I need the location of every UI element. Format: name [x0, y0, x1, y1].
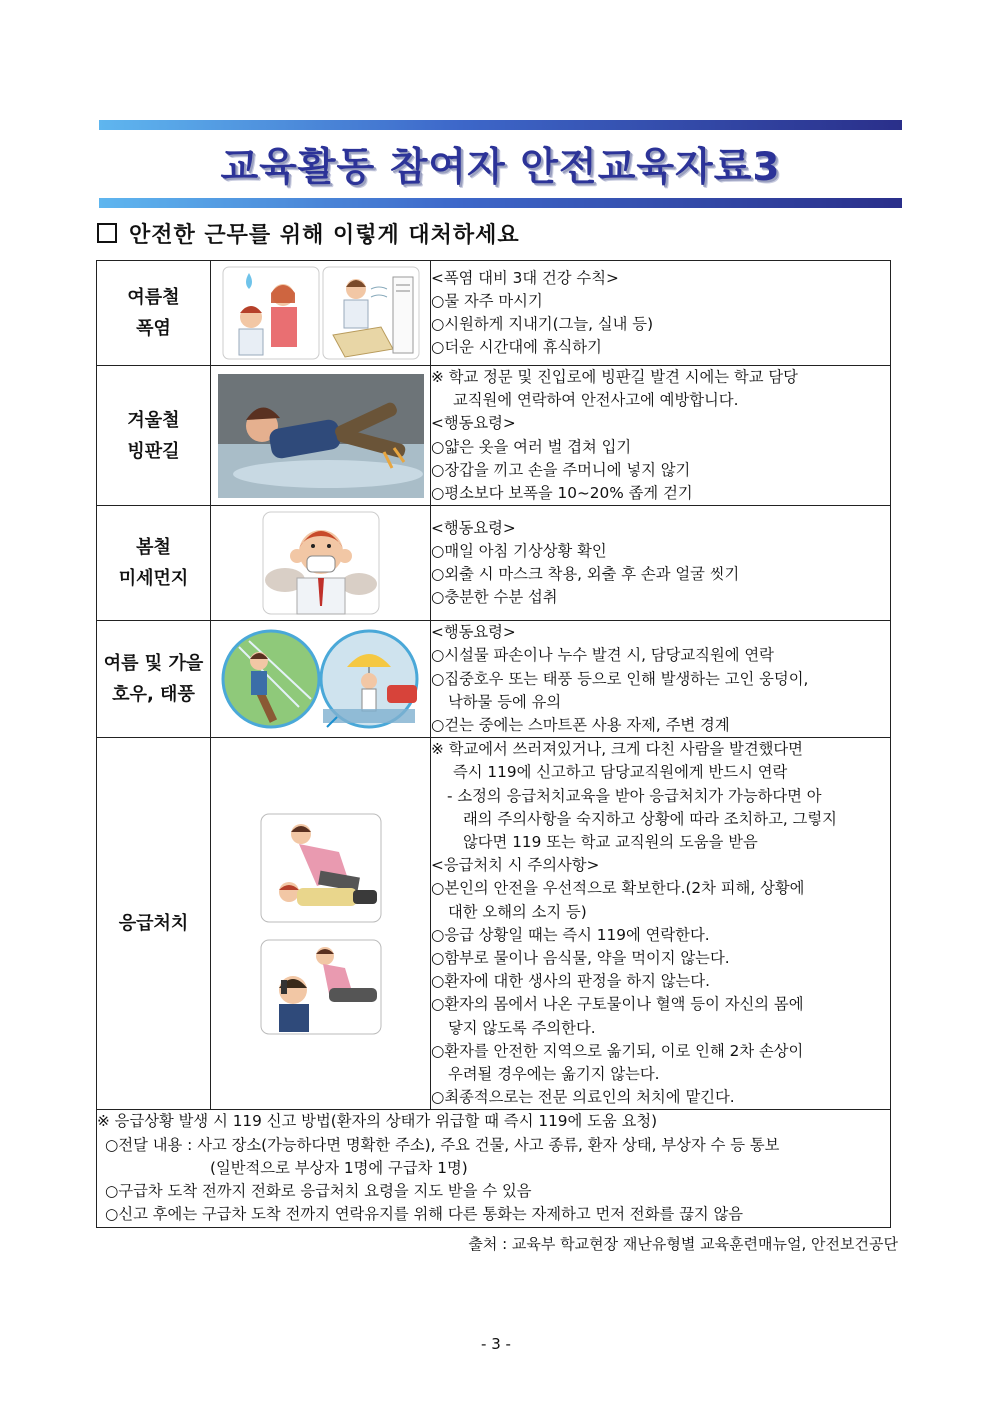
page-title: 교육활동 참여자 안전교육자료3 [220, 145, 781, 190]
text-line: ○외출 시 마스크 착용, 외출 후 손과 얼굴 씻기 [431, 565, 740, 584]
category-label: 미세먼지 [118, 568, 189, 590]
content-cell [431, 366, 891, 506]
table-row [97, 738, 891, 1110]
category-cell [97, 261, 211, 366]
footer-line: ○전달 내용 : 사고 장소(가능하다면 명확한 주소), 주요 건물, 사고 종류, 환자 상태, 부상자 수 등 통보 [105, 1135, 780, 1154]
text-line: ○걷는 중에는 스마트폰 사용 자제, 주변 경계 [431, 716, 730, 735]
image-cell [211, 366, 431, 506]
text-line: ○본인의 안전을 우선적으로 확보한다.(2차 피해, 상황에 [431, 879, 805, 898]
category-label: 폭염 [136, 318, 171, 339]
image-cell [211, 261, 431, 366]
table-row [97, 506, 891, 621]
table-row [97, 261, 891, 366]
text-line: ○얇은 옷을 여러 벌 겹쳐 입기 [431, 437, 632, 456]
notice-line: 즉시 119에 신고하고 담당교직원에게 반드시 연락 [453, 763, 788, 782]
text-line: 우려될 경우에는 옮기지 않는다. [448, 1065, 660, 1084]
text-line: ○장갑을 끼고 손을 주머니에 넣지 않기 [431, 460, 691, 479]
fine-dust-illustration [261, 510, 381, 616]
notice-line: ※ 학교 정문 및 진입로에 빙판길 발견 시에는 학교 담당 [431, 368, 798, 386]
text-line: ○최종적으로는 전문 의료인의 처치에 맡긴다. [431, 1088, 735, 1107]
content-cell [431, 506, 891, 621]
first-aid-illustration [259, 812, 383, 1036]
notice-line: 교직원에 연락하여 안전사고에 예방합니다. [453, 391, 739, 410]
text-line: <행동요령> [431, 518, 516, 537]
table-row [97, 1110, 891, 1227]
content-cell [431, 621, 891, 738]
checkbox-square-icon [97, 223, 117, 243]
footer-line: ※ 응급상황 발생 시 119 신고 방법(환자의 상태가 위급할 때 즉시 119에 도움 요청) [97, 1112, 658, 1131]
text-line: ○시설물 파손이나 누수 발견 시, 담당교직원에 연락 [431, 646, 774, 665]
section-heading-text: 안전한 근무를 위해 이렇게 대처하세요 [129, 223, 520, 248]
footer-line: ○신고 후에는 구급차 도착 전까지 연락유지를 위해 다른 통화는 자제하고 먼저 전화를 끊지 않음 [105, 1205, 744, 1224]
page-number: - 3 - [481, 1335, 511, 1353]
category-label: 호우, 태풍 [112, 684, 195, 706]
text-line: ○충분한 수분 섭취 [431, 588, 558, 607]
text-line: ○환자에 대한 생사의 판정을 하지 않는다. [431, 972, 710, 991]
title-top-bar [99, 120, 902, 130]
source-citation: 출처 : 교육부 학교현장 재난유형별 교육훈련매뉴얼, 안전보건공단 [468, 1235, 898, 1253]
category-cell [97, 366, 211, 506]
text-line: ○시원하게 지내기(그늘, 실내 등) [431, 315, 654, 333]
image-cell [211, 506, 431, 621]
text-line: 닿지 않도록 주의한다. [448, 1018, 596, 1037]
title-bottom-bar [99, 198, 902, 208]
text-line: <행동요령> [431, 623, 516, 642]
sub-notice-line: 않다면 119 또는 학교 교직원의 도움을 받음 [463, 833, 758, 852]
text-line: ○매일 아침 기상상황 확인 [431, 542, 607, 561]
table-row [97, 621, 891, 738]
category-label: 겨울철 [127, 409, 180, 431]
text-line: ○환자의 몸에서 나온 구토물이나 혈액 등이 자신의 몸에 [431, 995, 804, 1014]
table-row [97, 366, 891, 506]
content-cell [431, 261, 891, 366]
footer-line: (일반적으로 부상자 1명에 구급차 1명) [210, 1158, 468, 1177]
heatwave-illustration [221, 265, 421, 361]
section-heading [97, 218, 520, 249]
category-cell [97, 506, 211, 621]
text-line: ○평소보다 보폭을 10~20% 좁게 걷기 [431, 484, 693, 503]
category-label: 여름 및 가을 [103, 653, 204, 675]
text-line: 대한 오해의 소지 등) [448, 902, 587, 921]
emergency-call-cell [97, 1110, 891, 1227]
icy-road-illustration [218, 374, 424, 498]
safety-table [96, 260, 891, 1228]
content-cell [431, 738, 891, 1110]
category-label: 여름철 [127, 287, 180, 308]
category-label: 빙판길 [127, 440, 180, 462]
text-line: 낙하물 등에 유의 [448, 692, 562, 711]
typhoon-illustration [219, 627, 423, 731]
text-line: ○더운 시간대에 휴식하기 [431, 338, 602, 357]
text-line: <폭염 대비 3대 건강 수칙> [431, 268, 619, 287]
text-line: ○환자를 안전한 지역으로 옮기되, 이로 인해 2차 손상이 [431, 1041, 804, 1060]
text-line: ○물 자주 마시기 [431, 291, 543, 310]
sub-notice-line: - 소정의 응급처치교육을 받아 응급처치가 가능하다면 아 [447, 786, 822, 805]
text-line: ○집중호우 또는 태풍 등으로 인해 발생하는 고인 웅덩이, [431, 669, 809, 688]
text-line: ○함부로 물이나 음식물, 약을 먹이지 않는다. [431, 949, 730, 968]
text-line: <행동요령> [431, 414, 516, 433]
category-cell [97, 621, 211, 738]
text-line: <응급처치 시 주의사항> [431, 856, 600, 875]
sub-notice-line: 래의 주의사항을 숙지하고 상황에 따라 조치하고, 그렇지 [463, 809, 837, 828]
footer-line: ○구급차 도착 전까지 전화로 응급처치 요령을 지도 받을 수 있음 [105, 1182, 532, 1201]
text-line: ○응급 상황일 때는 즉시 119에 연락한다. [431, 925, 710, 944]
category-label: 응급처치 [118, 913, 189, 935]
notice-line: ※ 학교에서 쓰러져있거나, 크게 다친 사람을 발견했다면 [431, 740, 803, 759]
category-cell [97, 738, 211, 1110]
image-cell [211, 738, 431, 1110]
category-label: 봄철 [136, 537, 171, 559]
image-cell [211, 621, 431, 738]
